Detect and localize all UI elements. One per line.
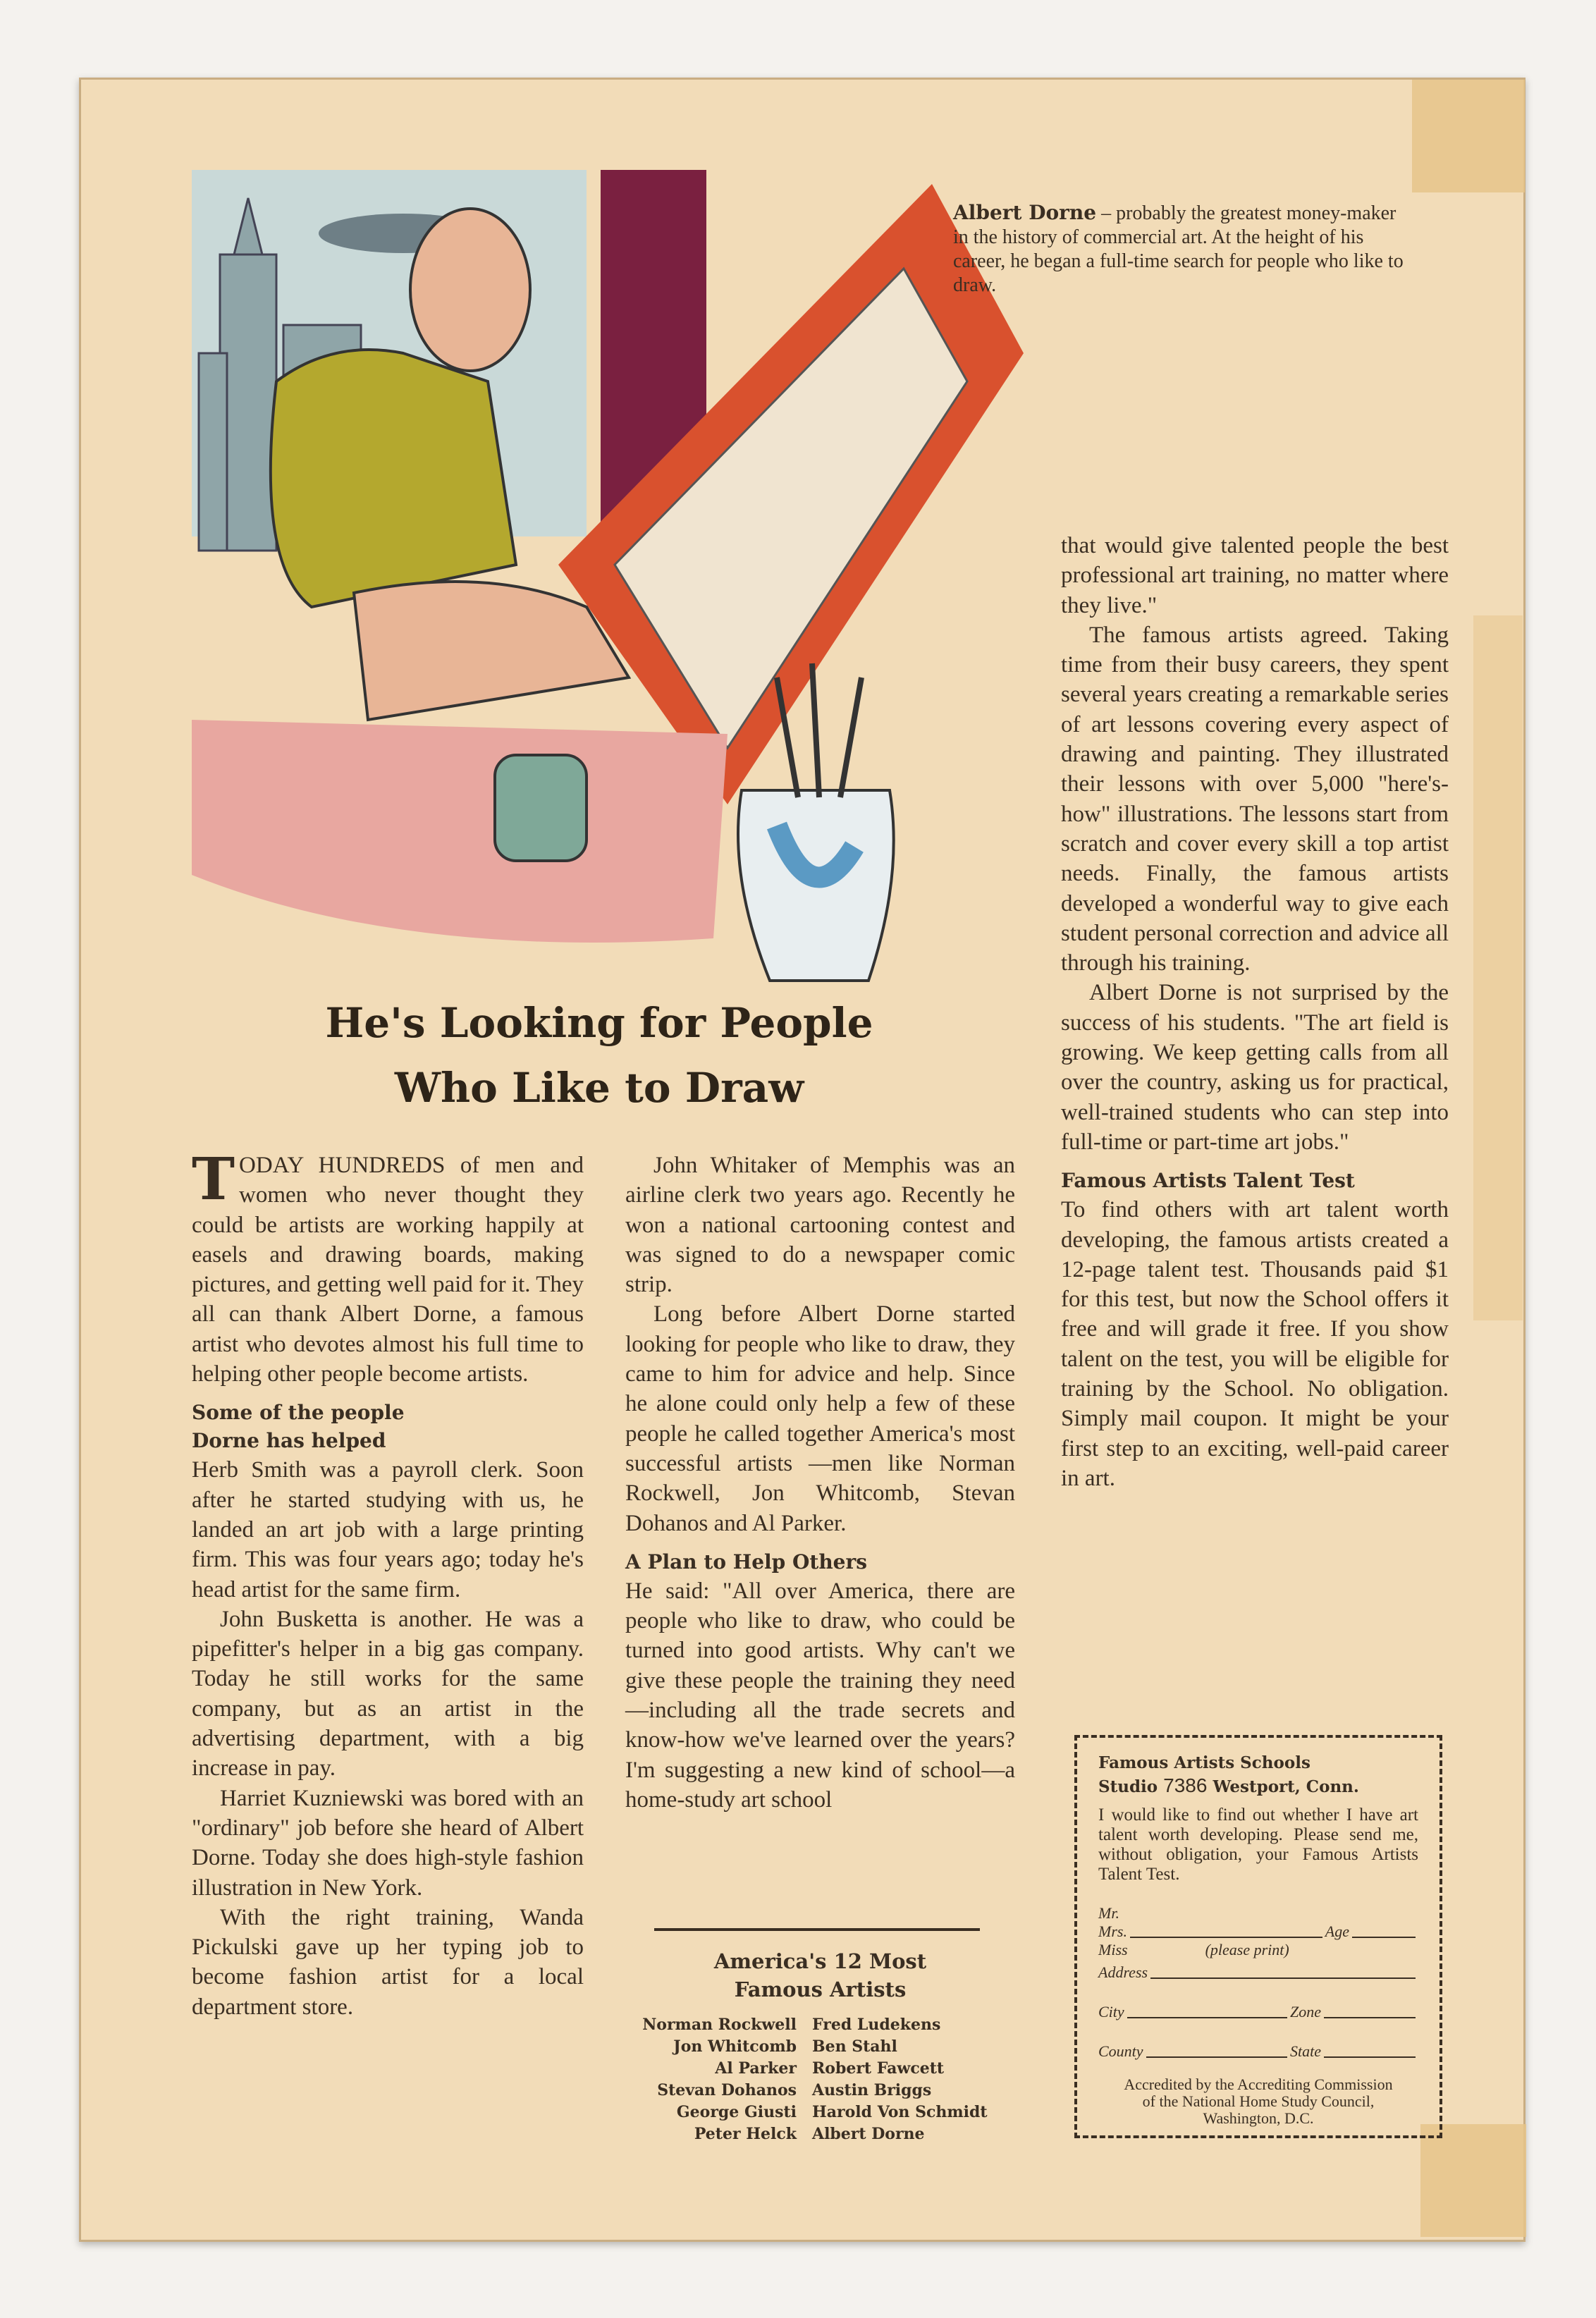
paragraph: The famous artists agreed. Taking time from their busy careers, they spent several years creating a remarkable series of art lessons covering every aspect of drawing and painting. They illustrated their lessons with over 5,000 "here's-how" illustrations. The lessons start from scratch and cover every skill a top artist needs. Finally, the famous artists developed a wonderful way to give each student personal correction and advice all through his training. — [1061, 622, 1449, 976]
paragraph: Herb Smith was a payroll clerk. Soon after he started studying with us, he landed an art job with a large printing firm. This was four years ago; today he's head artist for the same firm. — [192, 1457, 584, 1602]
artist-name: George Giusti — [676, 2103, 797, 2121]
address-label: Address — [1098, 1963, 1148, 1981]
headline — [211, 991, 987, 1120]
artists-list — [613, 2014, 1036, 2145]
caption-name: Albert Dorne — [953, 201, 1097, 224]
subheading: A Plan to Help Others — [625, 1550, 868, 1574]
coupon-location: Westport, Conn. — [1213, 1777, 1359, 1796]
article-column-3 — [1061, 531, 1449, 1493]
artists-heading — [625, 1947, 1015, 2004]
accreditation-note: Accredited by the Accrediting Commission of the National Home Study Council, Washington, D.C. — [1124, 2075, 1393, 2127]
coupon-school: Famous Artists Schools — [1098, 1753, 1310, 1772]
caption-text: – probably the greatest money-maker in the history of commercial art. At the height of his career, he began a full-time search for people who like to draw. — [953, 202, 1404, 296]
mail-coupon[interactable] — [1074, 1735, 1442, 2138]
artist-name: Harold Von Schmidt — [812, 2103, 988, 2121]
paragraph: Harriet Kuzniewski was bored with an "ordinary" job before she heard of Albert Dorne. Today she does high-style fashion illustration in New York. — [192, 1785, 584, 1901]
paragraph: He said: "All over America, there are people who like to draw, who could be turned into good artists. Why can't we give these people the training they need—including all the trade secrets and know-how we've learned over the years? I'm suggesting a new kind of school—a home-study art school — [625, 1578, 1015, 1813]
city-label: City — [1098, 2003, 1124, 2020]
artist-name: Albert Dorne — [812, 2125, 925, 2143]
divider — [654, 1928, 980, 1931]
artist-name: Peter Helck — [694, 2125, 797, 2143]
lead-in: ODAY HUNDREDS — [239, 1153, 446, 1178]
age-label: Age — [1325, 1923, 1349, 1940]
zone-label: Zone — [1290, 2003, 1321, 2020]
paragraph: of men and women who never thought they could be artists are working happily at easels and drawing boards, making pictures, and getting well paid for it. They all can thank Albert Dorne, a famous artist who devotes almost his full time to helping other people become artists. — [192, 1153, 584, 1387]
illustration-caption — [953, 201, 1404, 298]
subheading: Some of the people — [192, 1401, 405, 1425]
artist-name: Fred Ludekens — [812, 2016, 941, 2034]
zone-field[interactable] — [1324, 2017, 1416, 2018]
coupon-text: I would like to find out whether I have art talent worth developing. Please send me, without obligation, your Famous Artists Talent Test. — [1098, 1805, 1418, 1884]
subheading: Famous Artists Talent Test — [1061, 1169, 1355, 1193]
tape-strip — [1412, 80, 1525, 192]
address-field[interactable] — [1150, 1977, 1416, 1979]
artist-name: Norman Rockwell — [642, 2016, 797, 2034]
paragraph: Long before Albert Dorne started looking for people who like to draw, they came to him for advice and help. Since he alone could only help a few of these people he called together America's most successful artists —men like Norman Rockwell, Jon Whitcomb, Stevan Dohanos and Al Parker. — [625, 1301, 1015, 1536]
age-field[interactable] — [1352, 1937, 1416, 1938]
paragraph: Albert Dorne is not surprised by the success of his students. "The art field is growing. We keep getting calls from all over the country, asking us for practical, well-trained students who can step into full-time or part-time art jobs." — [1061, 980, 1449, 1155]
artist-name: Robert Fawcett — [812, 2059, 945, 2078]
headline-line-2: Who Like to Draw — [394, 1064, 804, 1112]
artist-name: Stevan Dohanos — [657, 2081, 797, 2099]
albert-dorne-illustration — [192, 170, 1024, 984]
coupon-studio-label: Studio — [1098, 1777, 1158, 1796]
tape-strip — [1473, 615, 1523, 1320]
state-label: State — [1290, 2042, 1321, 2060]
miss-label: Miss — [1098, 1941, 1128, 1958]
coupon-studio-number: 7386 — [1163, 1774, 1208, 1796]
paragraph: With the right training, Wanda Pickulski gave up her typing job to become fashion artist for a local department store. — [192, 1904, 584, 2020]
artist-name: Jon Whitcomb — [673, 2037, 797, 2056]
artist-name: Ben Stahl — [812, 2037, 897, 2056]
mrs-label: Mrs. — [1098, 1923, 1127, 1940]
state-field[interactable] — [1324, 2056, 1416, 2058]
please-print-note: (please print) — [1205, 1941, 1289, 1958]
drop-cap: T — [192, 1146, 235, 1213]
mr-label: Mr. — [1098, 1904, 1119, 1922]
subheading: Dorne has helped — [192, 1429, 386, 1453]
artists-heading-line-2: Famous Artists — [734, 1977, 907, 2001]
artist-name: Al Parker — [715, 2059, 797, 2078]
county-label: County — [1098, 2042, 1143, 2060]
artist-name: Austin Briggs — [812, 2081, 932, 2099]
paragraph: To find others with art talent worth developing, the famous artists created a 12-page talent test. Thousands paid $1 for this test, but now the School offers it free and will grade it free. If you show talent on the test, you will be eligible for training by the School. No obligation. Simply mail coupon. It might be your first step to an exciting, well-paid career in art. — [1061, 1197, 1449, 1491]
artists-heading-line-1: America's 12 Most — [713, 1949, 927, 1973]
paragraph: John Busketta is another. He was a pipefitter's helper in a big gas company. Today he still works for the same company, but as an artist in the advertising department, with a big increase in pay. — [192, 1606, 584, 1782]
name-field[interactable] — [1130, 1937, 1322, 1938]
county-field[interactable] — [1146, 2056, 1287, 2058]
article-column-2 — [625, 1151, 1015, 1815]
headline-line-1: He's Looking for People — [325, 999, 873, 1047]
paragraph: that would give talented people the best professional art training, no matter where they live." — [1061, 533, 1449, 618]
city-field[interactable] — [1127, 2017, 1287, 2018]
tape-strip — [1420, 2124, 1526, 2237]
paragraph: John Whitaker of Memphis was an airline clerk two years ago. Recently he won a national cartooning contest and was signed to do a newspaper comic strip. — [625, 1153, 1015, 1298]
article-column-1 — [192, 1146, 584, 2022]
